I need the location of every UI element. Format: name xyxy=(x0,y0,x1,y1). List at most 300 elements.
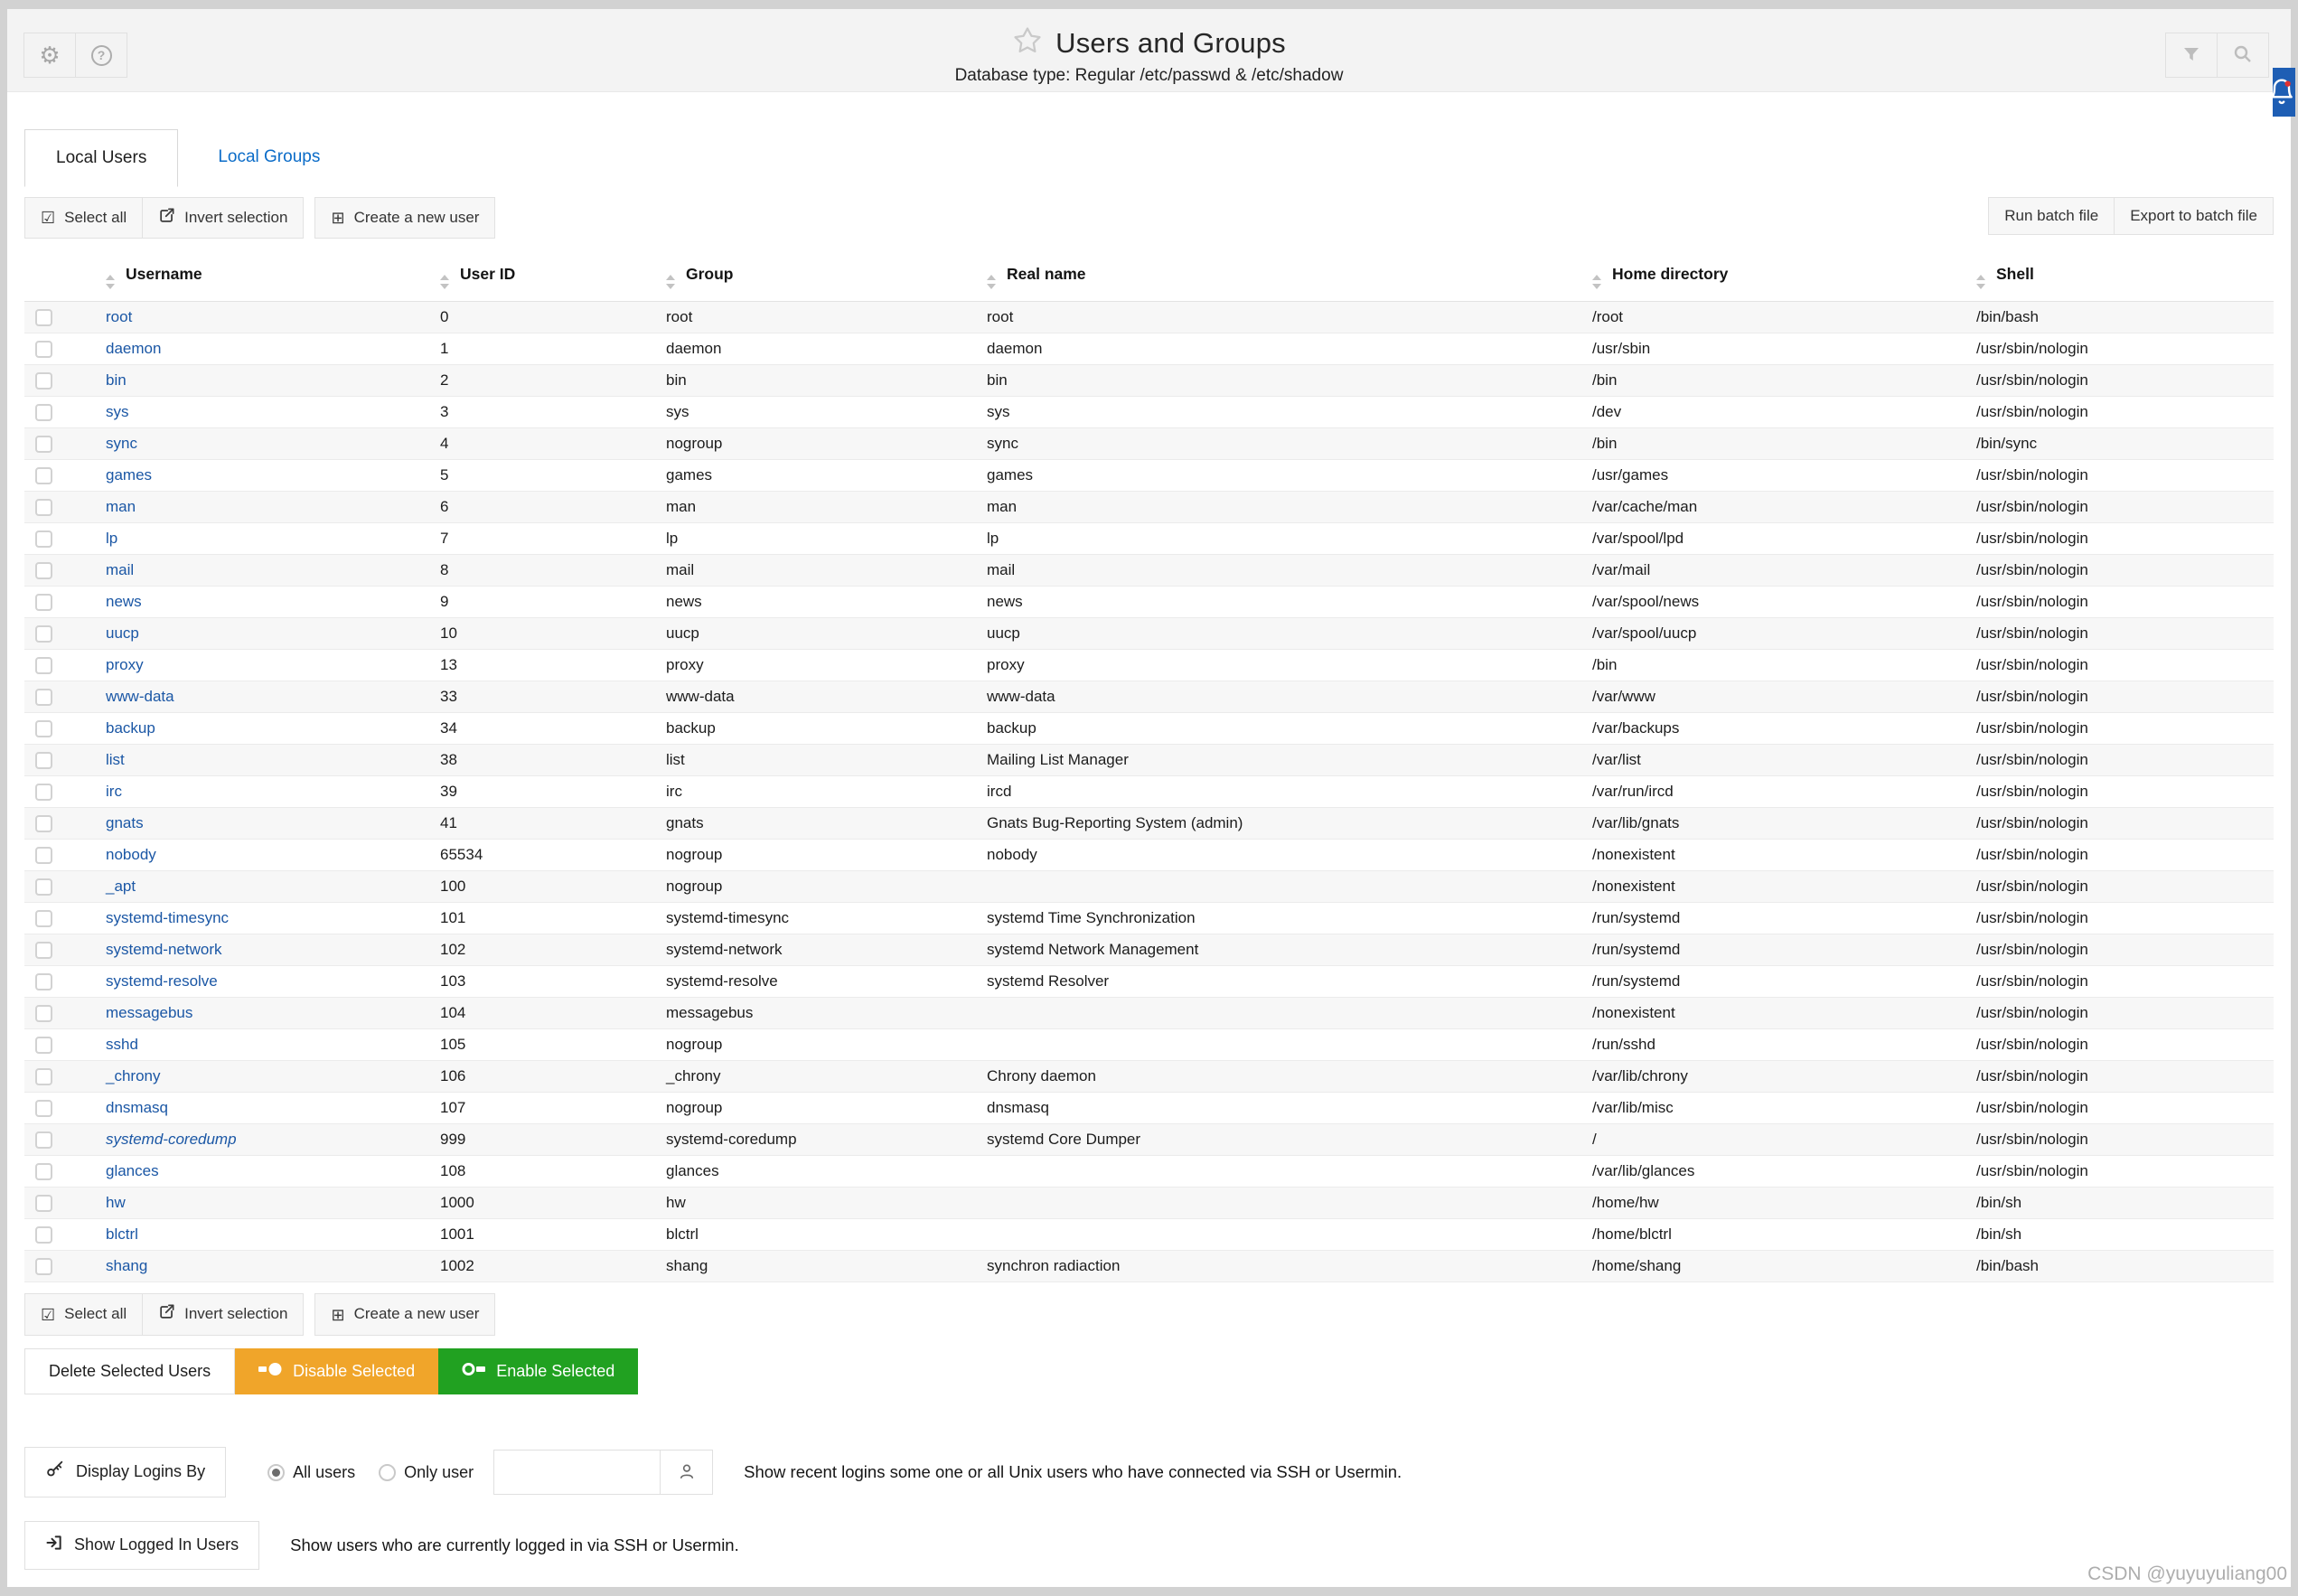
cell-shell: /usr/sbin/nologin xyxy=(1976,1162,2088,1180)
table-row xyxy=(24,428,2274,460)
cell-shell: /usr/sbin/nologin xyxy=(1976,1099,2088,1117)
row-checkbox[interactable] xyxy=(35,499,52,516)
cell-shell: /bin/sh xyxy=(1976,1194,2022,1212)
cell-realname: ircd xyxy=(987,783,1012,801)
row-checkbox[interactable] xyxy=(35,467,52,484)
cell-realname: lp xyxy=(987,530,999,548)
cell-realname: games xyxy=(987,466,1034,484)
cell-home: /run/sshd xyxy=(1592,1036,1655,1054)
cell-uid: 39 xyxy=(440,783,457,801)
star-icon[interactable] xyxy=(1012,25,1043,61)
cell-shell: /usr/sbin/nologin xyxy=(1976,688,2088,706)
row-checkbox[interactable] xyxy=(35,815,52,832)
table-row xyxy=(24,681,2274,713)
cell-home: /var/lib/gnats xyxy=(1592,814,1680,832)
tab-local-groups[interactable]: Local Groups xyxy=(218,147,321,166)
cell-realname: nobody xyxy=(987,846,1037,864)
show-logged-in-label: Show Logged In Users xyxy=(74,1535,239,1554)
help-button[interactable] xyxy=(75,33,127,78)
sort-icon xyxy=(1976,275,1985,289)
username-link[interactable]: list xyxy=(106,751,125,769)
cell-uid: 105 xyxy=(440,1036,466,1054)
cell-uid: 101 xyxy=(440,909,466,927)
cell-shell: /usr/sbin/nologin xyxy=(1976,846,2088,864)
cell-home: /dev xyxy=(1592,403,1622,421)
username-link[interactable]: systemd-coredump xyxy=(106,1131,237,1149)
header-left-buttons xyxy=(23,33,127,78)
cell-shell: /usr/sbin/nologin xyxy=(1976,593,2088,611)
username-link[interactable]: uucp xyxy=(106,624,139,643)
cell-shell: /usr/sbin/nologin xyxy=(1976,719,2088,737)
username-link[interactable]: gnats xyxy=(106,814,144,832)
username-link[interactable]: irc xyxy=(106,783,122,801)
cell-shell: /usr/sbin/nologin xyxy=(1976,340,2088,358)
cell-uid: 104 xyxy=(440,1004,466,1022)
header-checkbox-spacer xyxy=(24,253,75,302)
table-row xyxy=(24,1188,2274,1219)
select-all-icon: ☑ xyxy=(41,1305,56,1324)
cell-uid: 106 xyxy=(440,1067,466,1085)
cell-home: /bin xyxy=(1592,435,1618,453)
username-link[interactable]: glances xyxy=(106,1162,159,1180)
table-row xyxy=(24,966,2274,998)
username-link[interactable]: sys xyxy=(106,403,129,421)
table-row xyxy=(24,808,2274,840)
cell-group: _chrony xyxy=(666,1067,721,1085)
row-checkbox[interactable] xyxy=(35,784,52,801)
tab-bar xyxy=(24,128,2274,186)
username-link[interactable]: root xyxy=(106,308,133,326)
row-checkbox[interactable] xyxy=(35,530,52,548)
username-link[interactable]: bin xyxy=(106,371,127,390)
username-link[interactable]: _chrony xyxy=(106,1067,161,1085)
login-icon xyxy=(45,1534,63,1557)
username-link[interactable]: systemd-resolve xyxy=(106,972,218,990)
row-checkbox[interactable] xyxy=(35,309,52,326)
cell-realname: root xyxy=(987,308,1014,326)
cell-uid: 103 xyxy=(440,972,466,990)
row-checkbox[interactable] xyxy=(35,562,52,579)
table-row xyxy=(24,650,2274,681)
cell-uid: 100 xyxy=(440,878,466,896)
radio-only-user[interactable] xyxy=(379,1463,474,1482)
cell-group: lp xyxy=(666,530,679,548)
username-link[interactable]: man xyxy=(106,498,136,516)
cell-shell: /usr/sbin/nologin xyxy=(1976,1131,2088,1149)
cell-uid: 34 xyxy=(440,719,457,737)
row-checkbox[interactable] xyxy=(35,436,52,453)
cell-group: backup xyxy=(666,719,716,737)
cell-uid: 1001 xyxy=(440,1225,474,1244)
top-toolbar xyxy=(24,197,2274,239)
table-row xyxy=(24,523,2274,555)
cell-uid: 65534 xyxy=(440,846,483,864)
invert-selection-button[interactable] xyxy=(142,197,304,239)
cell-home: /var/backups xyxy=(1592,719,1680,737)
table-row xyxy=(24,713,2274,745)
cell-home: /usr/games xyxy=(1592,466,1669,484)
cell-home: /bin xyxy=(1592,656,1618,674)
table-row xyxy=(24,1219,2274,1251)
cell-home: /var/cache/man xyxy=(1592,498,1698,516)
table-row xyxy=(24,934,2274,966)
username-link[interactable]: www-data xyxy=(106,688,174,706)
logins-radio-group xyxy=(267,1463,474,1482)
cell-shell: /bin/sync xyxy=(1976,435,2038,453)
row-checkbox[interactable] xyxy=(35,878,52,896)
cell-home: /run/systemd xyxy=(1592,909,1681,927)
cell-group: shang xyxy=(666,1257,708,1275)
cell-realname: news xyxy=(987,593,1023,611)
username-link[interactable]: systemd-network xyxy=(106,941,222,959)
username-link[interactable]: proxy xyxy=(106,656,144,674)
cell-group: mail xyxy=(666,561,695,579)
username-link[interactable]: daemon xyxy=(106,340,162,358)
row-checkbox[interactable] xyxy=(35,689,52,706)
cell-realname: man xyxy=(987,498,1018,516)
filter-icon xyxy=(2181,43,2202,68)
table-row xyxy=(24,1093,2274,1124)
cell-home: /run/systemd xyxy=(1592,941,1681,959)
row-checkbox[interactable] xyxy=(35,657,52,674)
cell-realname xyxy=(956,1156,1562,1188)
cell-home: /home/blctrl xyxy=(1592,1225,1672,1244)
table-row xyxy=(24,587,2274,618)
only-user-input-group xyxy=(493,1450,713,1495)
username-link[interactable]: mail xyxy=(106,561,135,579)
sort-icon xyxy=(440,275,449,289)
cell-shell: /usr/sbin/nologin xyxy=(1976,561,2088,579)
enable-toggle-icon xyxy=(462,1362,485,1382)
table-row xyxy=(24,618,2274,650)
table-row xyxy=(24,1124,2274,1156)
radio-only-user-dot[interactable] xyxy=(379,1464,396,1481)
search-icon xyxy=(2232,43,2254,68)
create-user-icon: ⊞ xyxy=(331,1305,345,1324)
cell-realname: dnsmasq xyxy=(987,1099,1049,1117)
table-row xyxy=(24,460,2274,492)
header-bar xyxy=(7,9,2291,92)
table-row xyxy=(24,397,2274,428)
cell-uid: 1000 xyxy=(440,1194,474,1212)
cell-uid: 108 xyxy=(440,1162,466,1180)
cell-realname: daemon xyxy=(987,340,1043,358)
cell-group: root xyxy=(666,308,693,326)
username-link[interactable]: messagebus xyxy=(106,1004,193,1022)
column-header-realname[interactable]: Real name xyxy=(956,253,1562,302)
column-header-group[interactable]: Group xyxy=(635,253,956,302)
cell-realname: Mailing List Manager xyxy=(987,751,1129,769)
logged-in-section xyxy=(24,1521,2274,1570)
create-new-user-button[interactable] xyxy=(314,197,495,239)
row-checkbox[interactable] xyxy=(35,625,52,643)
invert-selection-icon xyxy=(158,207,175,229)
username-link[interactable]: games xyxy=(106,466,153,484)
row-checkbox[interactable] xyxy=(35,1131,52,1149)
cell-group: list xyxy=(666,751,685,769)
enable-selected-label: Enable Selected xyxy=(496,1361,615,1380)
header-right-buttons xyxy=(2165,33,2269,78)
cell-home: /var/lib/chrony xyxy=(1592,1067,1688,1085)
username-link[interactable]: sync xyxy=(106,435,137,453)
table-row xyxy=(24,333,2274,365)
cell-shell: /usr/sbin/nologin xyxy=(1976,498,2088,516)
cell-realname: sync xyxy=(987,435,1018,453)
row-checkbox[interactable] xyxy=(35,404,52,421)
disable-selected-label: Disable Selected xyxy=(293,1361,416,1380)
cell-home: /var/run/ircd xyxy=(1592,783,1674,801)
row-checkbox[interactable] xyxy=(35,1068,52,1085)
cell-group: www-data xyxy=(666,688,735,706)
username-link[interactable]: nobody xyxy=(106,846,156,864)
row-checkbox[interactable] xyxy=(35,372,52,390)
table-row xyxy=(24,903,2274,934)
cell-uid: 0 xyxy=(440,308,449,326)
cell-group: sys xyxy=(666,403,689,421)
cell-home: /nonexistent xyxy=(1592,1004,1675,1022)
row-checkbox[interactable] xyxy=(35,942,52,959)
enable-selected-button[interactable] xyxy=(438,1348,638,1395)
table-row xyxy=(24,1029,2274,1061)
row-checkbox[interactable] xyxy=(35,1226,52,1244)
cell-group: daemon xyxy=(666,340,722,358)
row-checkbox[interactable] xyxy=(35,1005,52,1022)
username-link[interactable]: lp xyxy=(106,530,118,548)
cell-group: glances xyxy=(666,1162,719,1180)
table-row xyxy=(24,745,2274,776)
users-table-body xyxy=(24,302,2274,1282)
row-checkbox[interactable] xyxy=(35,1037,52,1054)
sort-icon xyxy=(666,275,675,289)
select-all-button[interactable] xyxy=(24,197,143,239)
cell-realname: mail xyxy=(987,561,1016,579)
username-link[interactable]: shang xyxy=(106,1257,148,1275)
column-header-userid[interactable]: User ID xyxy=(409,253,635,302)
gear-icon: ⚙ xyxy=(39,42,61,69)
cell-realname: proxy xyxy=(987,656,1025,674)
row-checkbox[interactable] xyxy=(35,341,52,358)
create-user-label: Create a new user xyxy=(353,1305,480,1323)
cell-uid: 13 xyxy=(440,656,457,674)
row-checkbox[interactable] xyxy=(35,1100,52,1117)
users-table xyxy=(24,253,2274,1282)
row-checkbox[interactable] xyxy=(35,594,52,611)
cell-realname: backup xyxy=(987,719,1036,737)
cell-home: /nonexistent xyxy=(1592,878,1675,896)
cell-realname: www-data xyxy=(987,688,1055,706)
username-link[interactable]: hw xyxy=(106,1194,126,1212)
select-all-label: Select all xyxy=(64,1305,127,1323)
sort-icon xyxy=(987,275,996,289)
cell-uid: 5 xyxy=(440,466,449,484)
header-title-block xyxy=(7,9,2291,86)
cell-home: /run/systemd xyxy=(1592,972,1681,990)
cell-group: systemd-network xyxy=(666,941,783,959)
sort-icon xyxy=(106,275,115,289)
username-link[interactable]: systemd-timesync xyxy=(106,909,230,927)
cell-group: irc xyxy=(666,783,682,801)
username-link[interactable]: sshd xyxy=(106,1036,138,1054)
selection-actions xyxy=(24,1348,2274,1395)
disable-selected-button[interactable] xyxy=(235,1348,438,1395)
cell-home: /nonexistent xyxy=(1592,846,1675,864)
filter-button[interactable] xyxy=(2165,33,2218,78)
row-checkbox[interactable] xyxy=(35,910,52,927)
run-batch-file-button[interactable]: Run batch file xyxy=(1988,197,2115,235)
cell-uid: 8 xyxy=(440,561,449,579)
cell-uid: 38 xyxy=(440,751,457,769)
table-row xyxy=(24,1156,2274,1188)
cell-group: nogroup xyxy=(666,1036,723,1054)
notification-bell-badge[interactable] xyxy=(2273,68,2295,117)
cell-realname xyxy=(956,998,1562,1029)
radio-all-users-dot[interactable] xyxy=(267,1464,285,1481)
create-new-user-button-bottom[interactable] xyxy=(314,1293,495,1335)
select-all-icon: ☑ xyxy=(41,209,56,228)
username-link[interactable]: backup xyxy=(106,719,155,737)
select-all-button-bottom[interactable] xyxy=(24,1293,143,1335)
disable-toggle-icon xyxy=(258,1362,282,1382)
row-checkbox[interactable] xyxy=(35,720,52,737)
cell-uid: 2 xyxy=(440,371,449,390)
search-button[interactable] xyxy=(2217,33,2269,78)
create-user-label: Create a new user xyxy=(353,209,480,226)
cell-realname xyxy=(956,1188,1562,1219)
row-checkbox[interactable] xyxy=(35,973,52,990)
page-subtitle: Database type: Regular /etc/passwd & /etc/shadow xyxy=(954,66,1344,85)
create-user-icon: ⊞ xyxy=(331,209,345,228)
select-all-label: Select all xyxy=(64,209,127,226)
main-content xyxy=(7,128,2291,1570)
table-row xyxy=(24,1251,2274,1282)
delete-selected-button[interactable]: Delete Selected Users xyxy=(24,1348,235,1395)
cell-uid: 9 xyxy=(440,593,449,611)
cell-home: /var/spool/news xyxy=(1592,593,1700,611)
radio-only-user-label: Only user xyxy=(404,1462,474,1481)
username-link[interactable]: blctrl xyxy=(106,1225,138,1244)
cell-realname xyxy=(956,871,1562,903)
bottom-toolbar xyxy=(24,1293,2274,1335)
invert-selection-button-bottom[interactable] xyxy=(142,1293,304,1335)
row-checkbox[interactable] xyxy=(35,1195,52,1212)
cell-uid: 7 xyxy=(440,530,449,548)
cell-uid: 10 xyxy=(440,624,457,643)
show-logged-in-button[interactable] xyxy=(24,1521,259,1570)
cell-home: /home/shang xyxy=(1592,1257,1682,1275)
cell-group: gnats xyxy=(666,814,704,832)
cell-realname: systemd Core Dumper xyxy=(987,1131,1141,1149)
invert-selection-label: Invert selection xyxy=(184,1305,288,1323)
column-header-home[interactable]: Home directory xyxy=(1562,253,1946,302)
radio-all-users-label: All users xyxy=(293,1462,356,1481)
cell-realname: systemd Time Synchronization xyxy=(987,909,1196,927)
cell-group: nogroup xyxy=(666,846,723,864)
cell-shell: /usr/sbin/nologin xyxy=(1976,941,2088,959)
invert-selection-icon xyxy=(158,1303,175,1325)
cell-realname: systemd Resolver xyxy=(987,972,1110,990)
cell-uid: 102 xyxy=(440,941,466,959)
cell-shell: /usr/sbin/nologin xyxy=(1976,751,2088,769)
cell-home: /var/list xyxy=(1592,751,1641,769)
cell-group: systemd-coredump xyxy=(666,1131,797,1149)
cell-shell: /usr/sbin/nologin xyxy=(1976,783,2088,801)
table-row xyxy=(24,302,2274,333)
person-icon xyxy=(678,1462,696,1483)
row-checkbox[interactable] xyxy=(35,1163,52,1180)
cell-shell: /bin/sh xyxy=(1976,1225,2022,1244)
cell-shell: /usr/sbin/nologin xyxy=(1976,814,2088,832)
cell-realname xyxy=(956,1219,1562,1251)
cell-realname: synchron radiaction xyxy=(987,1257,1121,1275)
cell-uid: 6 xyxy=(440,498,449,516)
logged-in-description: Show users who are currently logged in via SSH or Usermin. xyxy=(290,1535,739,1554)
page-title: Users and Groups xyxy=(1055,26,1286,59)
cell-realname: Gnats Bug-Reporting System (admin) xyxy=(987,814,1243,832)
cell-shell: /usr/sbin/nologin xyxy=(1976,878,2088,896)
export-batch-file-button[interactable]: Export to batch file xyxy=(2114,197,2274,235)
cell-group: uucp xyxy=(666,624,699,643)
cell-shell: /usr/sbin/nologin xyxy=(1976,371,2088,390)
cell-shell: /usr/sbin/nologin xyxy=(1976,466,2088,484)
cell-realname: systemd Network Management xyxy=(987,941,1199,959)
table-row xyxy=(24,871,2274,903)
radio-all-users[interactable] xyxy=(267,1463,355,1482)
cell-uid: 107 xyxy=(440,1099,466,1117)
table-row xyxy=(24,365,2274,397)
cell-shell: /usr/sbin/nologin xyxy=(1976,656,2088,674)
cell-group: blctrl xyxy=(666,1225,699,1244)
username-link[interactable]: dnsmasq xyxy=(106,1099,168,1117)
table-row xyxy=(24,840,2274,871)
cell-group: nogroup xyxy=(666,435,723,453)
display-logins-section xyxy=(24,1447,2274,1497)
cell-realname: Chrony daemon xyxy=(987,1067,1096,1085)
only-user-input[interactable] xyxy=(493,1450,661,1495)
cell-uid: 33 xyxy=(440,688,457,706)
cell-home: /var/www xyxy=(1592,688,1655,706)
row-checkbox[interactable] xyxy=(35,847,52,864)
row-checkbox[interactable] xyxy=(35,1258,52,1275)
pick-user-button[interactable] xyxy=(661,1450,713,1495)
display-logins-button[interactable] xyxy=(24,1447,226,1497)
settings-button[interactable] xyxy=(23,33,76,78)
cell-uid: 1002 xyxy=(440,1257,474,1275)
row-checkbox[interactable] xyxy=(35,752,52,769)
cell-home: /home/hw xyxy=(1592,1194,1659,1212)
cell-realname: bin xyxy=(987,371,1008,390)
cell-uid: 999 xyxy=(440,1131,466,1149)
cell-realname xyxy=(956,1029,1562,1061)
cell-shell: /usr/sbin/nologin xyxy=(1976,624,2088,643)
table-row xyxy=(24,492,2274,523)
table-header-row xyxy=(24,253,2274,302)
column-header-shell[interactable]: Shell xyxy=(1946,253,2274,302)
cell-uid: 3 xyxy=(440,403,449,421)
cell-group: hw xyxy=(666,1194,686,1212)
key-icon xyxy=(45,1460,65,1485)
username-link[interactable]: _apt xyxy=(106,878,136,896)
cell-group: systemd-timesync xyxy=(666,909,790,927)
cell-group: man xyxy=(666,498,697,516)
cell-shell: /usr/sbin/nologin xyxy=(1976,972,2088,990)
username-link[interactable]: news xyxy=(106,593,142,611)
invert-selection-label: Invert selection xyxy=(184,209,288,226)
cell-shell: /bin/bash xyxy=(1976,1257,2039,1275)
display-logins-label: Display Logins By xyxy=(76,1462,206,1481)
tab-local-users[interactable]: Local Users xyxy=(24,129,178,187)
column-header-username[interactable]: Username xyxy=(75,253,409,302)
cell-shell: /usr/sbin/nologin xyxy=(1976,1004,2088,1022)
